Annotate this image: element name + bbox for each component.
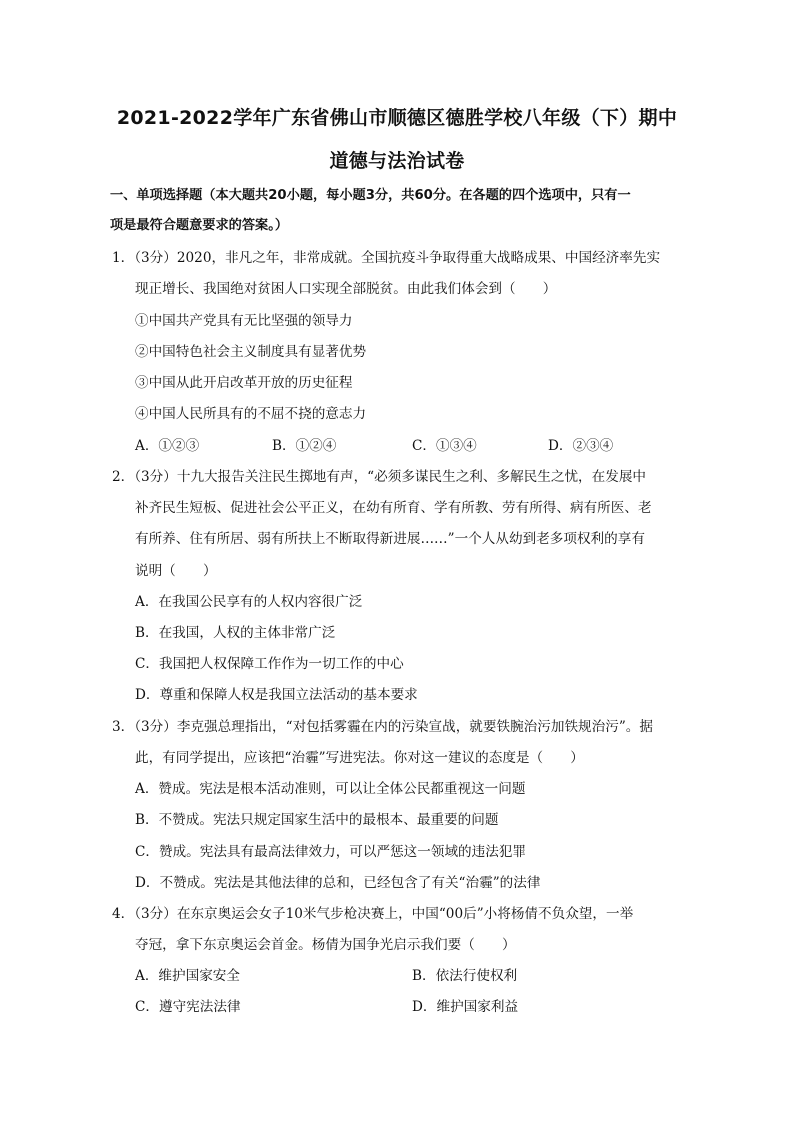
question-1-option-b[interactable]: B．①②④ — [272, 438, 337, 454]
question-2-option-c[interactable]: C．我国把人权保障工作作为一切工作的中心 — [135, 656, 404, 672]
question-1-item-4: ④中国人民所具有的不屈不挠的意志力 — [135, 406, 367, 422]
exam-title-line-1: 2021-2022学年广东省佛山市顺德区德胜学校八年级（下）期中 — [116, 107, 678, 129]
question-3-option-a[interactable]: A．赞成。宪法是根本活动准则，可以让全体公民都重视这一问题 — [135, 781, 526, 797]
question-3-option-d[interactable]: D．不赞成。宪法是其他法律的总和，已经包含了有关“治霾”的法律 — [135, 875, 541, 891]
question-2-option-b[interactable]: B．在我国，人权的主体非常广泛 — [135, 625, 336, 641]
question-1-item-3: ③中国从此开启改革开放的历史征程 — [135, 375, 353, 391]
question-3-option-b[interactable]: B．不赞成。宪法只规定国家生活中的最根本、最重要的问题 — [135, 812, 499, 828]
question-1-stem-line-2: 现正增长、我国绝对贫困人口实现全部脱贫。由此我们体会到（ ） — [135, 281, 557, 297]
question-1-item-1: ①中国共产党具有无比坚强的领导力 — [135, 313, 353, 329]
section-heading-line-2: 项是最符合题意要求的答案。） — [110, 218, 289, 233]
section-heading-line-1: 一、单项选择题（本大题共20小题，每小题3分，共60分。在各题的四个选项中，只有一 — [110, 188, 631, 203]
question-2-stem-line-4: 说明（ ） — [135, 563, 217, 579]
question-4-option-c[interactable]: C．遵守宪法法律 — [135, 999, 241, 1015]
question-1-option-c[interactable]: C．①③④ — [412, 438, 477, 454]
question-2-stem-line-3: 有所养、住有所居、弱有所扶上不断取得新进展……”一个人从幼到老多项权利的享有 — [135, 531, 645, 547]
question-3-stem-line-1: 3．（3分）李克强总理指出，“对包括雾霾在内的污染宣战，就要铁腕治污加铁规治污”。据 — [112, 719, 653, 735]
question-3-option-c[interactable]: C．赞成。宪法具有最高法律效力，可以严惩这一领域的违法犯罪 — [135, 844, 527, 860]
question-4-option-a[interactable]: A．维护国家安全 — [135, 968, 240, 984]
question-3-stem-line-2: 此，有同学提出，应该把“治霾”写进宪法。你对这一建议的态度是（ ） — [135, 750, 584, 766]
question-4-option-d[interactable]: D．维护国家利益 — [412, 999, 519, 1015]
question-4-stem-line-1: 4．（3分）在东京奥运会女子10米气步枪决赛上，中国“00后”小将杨倩不负众望，一举 — [112, 906, 634, 922]
question-1-item-2: ②中国特色社会主义制度具有显著优势 — [135, 344, 367, 360]
question-2-option-d[interactable]: D．尊重和保障人权是我国立法活动的基本要求 — [135, 687, 418, 703]
question-1-stem-line-1: 1．（3分）2020，非凡之年，非常成就。全国抗疫斗争取得重大战略成果、中国经济率先实 — [112, 250, 661, 266]
question-2-option-a[interactable]: A．在我国公民享有的人权内容很广泛 — [135, 594, 363, 610]
question-1-option-d[interactable]: D．②③④ — [548, 438, 614, 454]
question-1-option-a[interactable]: A．①②③ — [135, 438, 200, 454]
exam-title-line-2: 道德与法治试卷 — [329, 150, 465, 172]
question-2-stem-line-2: 补齐民生短板、促进社会公平正义，在幼有所育、学有所教、劳有所得、病有所医、老 — [135, 500, 652, 516]
question-2-stem-line-1: 2．（3分）十九大报告关注民生掷地有声，“必须多谋民生之利、多解民生之忧，在发展中 — [112, 469, 647, 485]
question-4-stem-line-2: 夺冠，拿下东京奥运会首金。杨倩为国争光启示我们要（ ） — [135, 937, 516, 953]
question-4-option-b[interactable]: B．依法行使权利 — [412, 968, 518, 984]
